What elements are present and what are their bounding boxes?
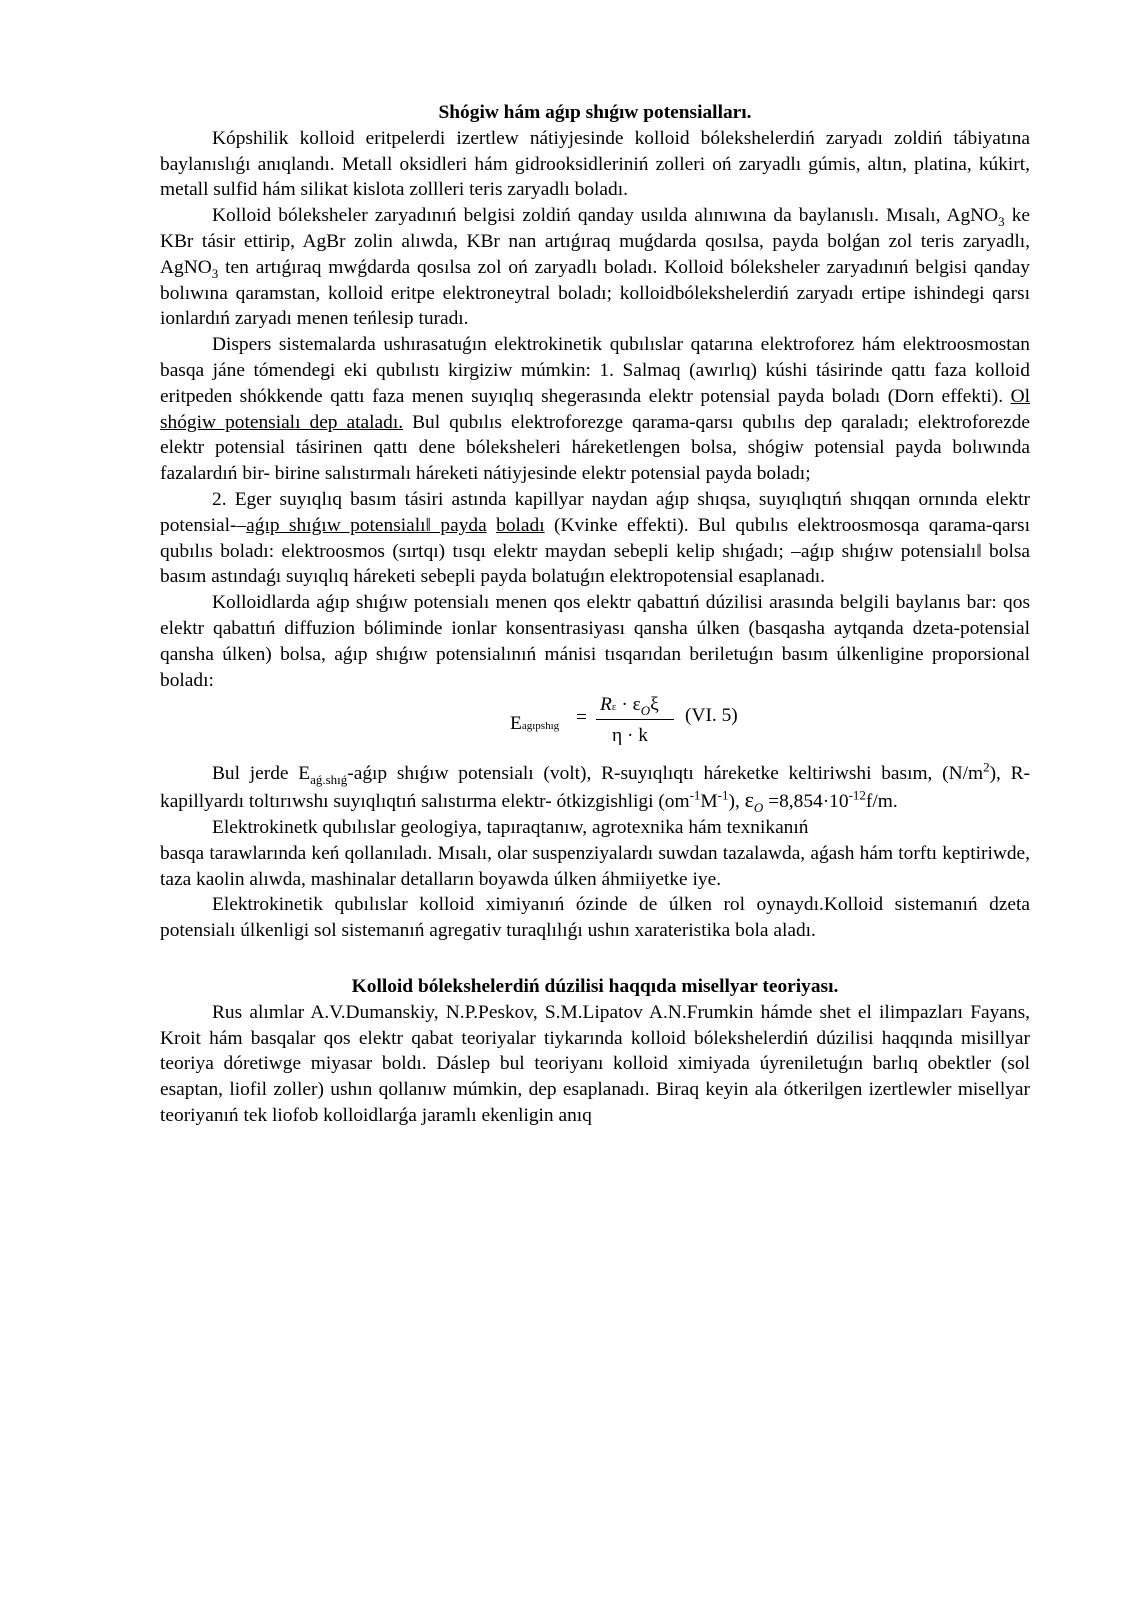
formula-label: (VI. 5) bbox=[685, 705, 738, 727]
paragraph-7-line1: Elektrokinetk qubılıslar geologiya, tapıraqtanıw, agrotexnika hám texnikanıń bbox=[212, 816, 809, 838]
underlined-term: aǵıp shıǵıw potensialı‖ payda bbox=[246, 514, 487, 536]
formula-lhs: Eagıpshıg bbox=[510, 713, 560, 735]
paragraph-5: Kolloidlarda aǵıp shıǵıw potensialı menen qos elektr qabattıń dúzilisi arasında belgili baylanıs bar: qos elektr qabattıń diffuzion bóliminde ionlar konsentrasiyası qansha úlken (basqasha aytqanda dzeta-potensial qansha úlken) bolsa, aǵıp shıǵıw potensialınıń mánisi tısqarıdan beriletuǵın basım úlkenligine proporsional boladı: bbox=[160, 592, 1030, 691]
formula-denominator: η · k bbox=[612, 725, 648, 747]
underlined-word: boladı bbox=[496, 514, 545, 536]
section-title: Kolloid bólekshelerdiń dúzilisi haqqıda misellyar teoriyası. bbox=[351, 975, 839, 997]
formula-numerator: $R\varepsilon \cdot \varepsilon_O\xi$ bbox=[600, 694, 659, 719]
paragraph-3: Dispers sistemalarda ushırasatuǵın elektrokinetik qubılıslar qatarına elektroforez hám elektroosmostan basqa jáne tómendegi eki qubılıstı kirgiziw múmkin: 1. Salmaq (awırlıq) kúshi tásirinde qattı faza kolloid eritpeden shókkende qattı faza menen suyıqlıq shegerasında elektr potensial payda boladı (Dorn effekti). Ol shógiw potensialı dep ataladı. Bul qubılıs elektroforezge qarama-qarsı qubılıs dep qaraladı; elektroforezde elektr potensial tásirinen qattı dene bóleksheleri háreketlengen bolsa, shógiw potensial payda bolıwında fazalardıń bir- birine salıstırmalı háreketi nátiyjesinde elektr potensial payda boladı; bbox=[160, 334, 1030, 485]
paragraph-2: Kolloid bóleksheler zaryadınıń belgisi zoldiń qanday usılda alınıwına da baylanıslı. Mısalı, AgNO$_3$ ke KBr tásir ettirip, AgBr zolin alıwda, KBr nan artıǵıraq muǵdarda qosılsa, payda bolǵan zol teris zaryadlı, AgNO$_3$ ten artıǵıraq mwǵdarda qosılsa zol oń zaryadlı boladı. Kolloid bóleksheler zaryadınıń belgisi qanday bolıwına qaramstan, kolloid eritpe elektroneytral boladı; kolloidbólekshelerdiń zaryadı ertipe ishindegi qarsı ionlardıń zaryadı menen teńlesip turadı. bbox=[160, 205, 1030, 330]
paragraph-6: Bul jerde $E_{aǵ.shıǵ}$-aǵıp shıǵıw potensialı (volt), R-suyıqlıqtı háreketke keltiriwshi basım, $(N/m^2)$, R-kapillyardı toltırıwshı suyıqlıqtıń salıstırma elektr- ótkizgishligi $(om^{-1}M^{-1})$, $\varepsilon_O =8,854\cdot 10^{-12}f/m$. bbox=[160, 759, 1030, 815]
paragraph-7-rest: basqa tarawlarında keń qollanıladı. Mısalı, olar suspenziyalardı suwdan tazalawda, aǵash hám torftı keptiriwde, taza kaolin alıwda, mashinalar detalların boyawda úlken áhmiiyetke iye. bbox=[160, 842, 1030, 890]
formula-equals: = bbox=[576, 707, 587, 729]
paragraph-4: 2. Eger suyıqlıq basım tásiri astında kapillyar naydan aǵıp shıqsa, suyıqlıqtıń shıqqan ornında elektr potensial-‒aǵıp shıǵıw potensialı‖ payda boladı (Kvinke effekti). Bul qubılıs elektroosmosqa qarama-qarsı qubılıs boladı: elektroosmos (sırtqı) tısqı elektr maydan sebepli kelip shıǵadı; ‒aǵıp shıǵıw potensialı‖ bolsa basım astındaǵı suyıqlıq háreketi sebepli payda bolatuǵın elektropotensial esaplanadı. bbox=[160, 488, 1030, 588]
page-title: Shógiw hám aǵıp shıǵıw potensialları. bbox=[438, 102, 752, 123]
fraction-bar bbox=[596, 719, 674, 720]
document-page bbox=[160, 100, 1030, 1129]
paragraph-1: Kópshilik kolloid eritpelerdi izertlew nátiyjesinde kolloid bólekshelerdiń zaryadı zoldiń tábiyatına baylanıslıǵı anıqlandı. Metall oksidleri hám gidrooksidleriniń zolleri oń zaryadlı gúmis, altın, platina, kúkirt, metall sulfid hám silikat kislota zollleri teris zaryadlı boladı. bbox=[160, 127, 1030, 201]
paragraph-8: Elektrokinetik qubılıslar kolloid ximiyanıń ózinde de úlken rol oynaydı.Kolloid sistemanıń dzeta potensialı úlkenligi sol sistemanıń agregativ turaqlılıǵı ushın xarateristika bola aladı. bbox=[160, 894, 1030, 942]
underlined-definition: Ol shógiw potensialı dep ataladı. bbox=[160, 385, 1030, 433]
formula-vi5 bbox=[160, 695, 1030, 759]
section-paragraph-1: Rus alımlar A.V.Dumanskiy, N.P.Peskov, S.M.Lipatov A.N.Frumkin hámde shet el ilimpazları Fayans, Kroit hám basqalar qos elektr qabat teoriyalar tiykarında kolloid bólekshelerdiń dúzilisi haqqında misillyar teoriya dóretiwge miyasar boldı. Dáslep bul teoriyanı kolloid ximiyada úyreniletuǵın barlıq obektler (sol esaptan, liofil zoller) ushın qollanıw múmkin, dep esaplanadı. Biraq keyin ala ótkerilgen izertlewler misellyar teoriyanıń tek liofob kolloidlarǵa jaramlı ekenligin anıq bbox=[160, 1001, 1030, 1126]
